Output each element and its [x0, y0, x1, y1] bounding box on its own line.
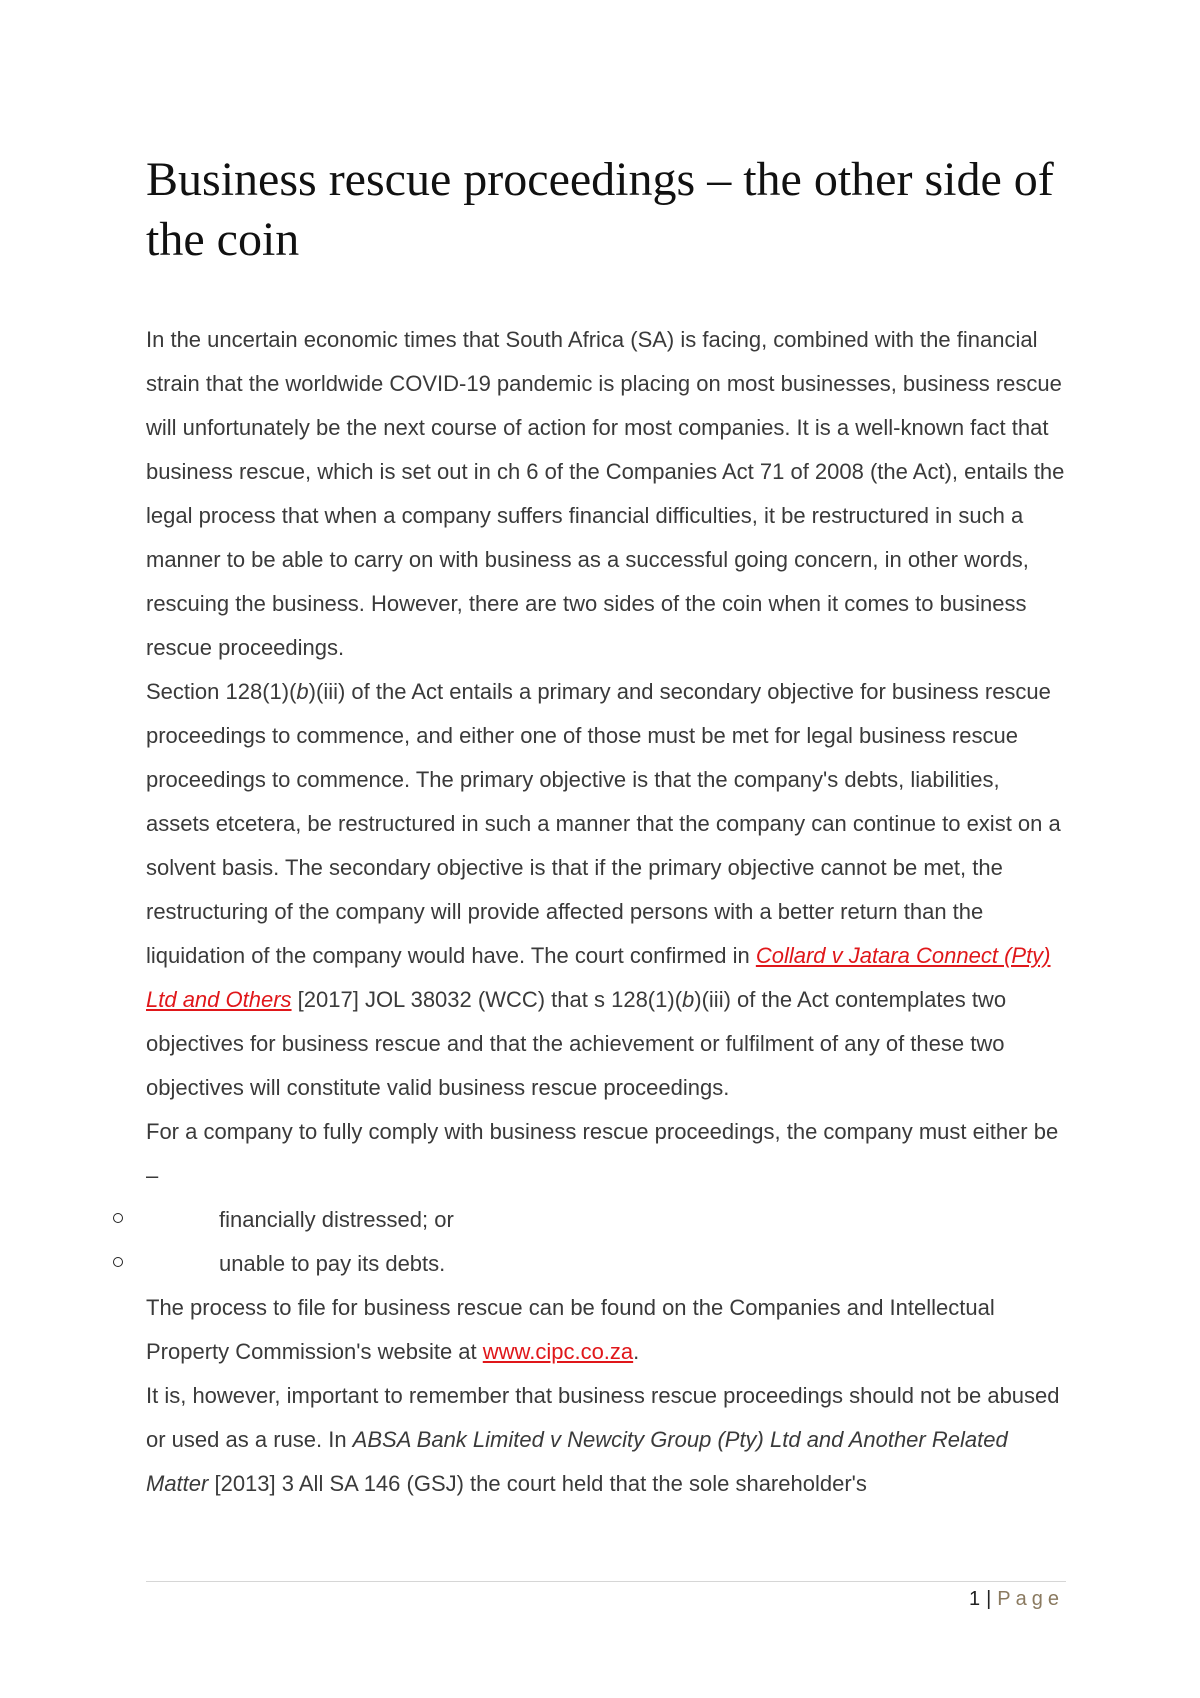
text-run: )(iii) of the Act entails a primary and secondary objective for business rescue proceedings to commence, and either one of those must be met for legal business rescue proceedings to commence. The primary objective is that the company's debts, liabilities, assets etcetera, be restructured in such a manner that the company can continue to exist on a solvent basis. The secondary objective is that if the primary objective cannot be met, the restructuring of the company will provide affected persons with a better return than the liquidation of the company would have. The court confirmed in: [146, 679, 1061, 968]
cipc-website-link[interactable]: www.cipc.co.za: [482, 1339, 634, 1364]
text-run: Section 128(1)(: [146, 679, 297, 704]
page-number: 1: [968, 1588, 981, 1610]
paragraph-abuse: [146, 1374, 1066, 1506]
text-run: The process to file for business rescue can be found on the Companies and Intellectual Property Commission's website at: [146, 1295, 995, 1364]
footer-separator: |: [986, 1588, 992, 1610]
text-run: It is, however, important to remember that business rescue proceedings should not be abused or used as a ruse. In: [146, 1383, 1060, 1452]
italic-run: b: [682, 987, 695, 1012]
text-run: [2013] 3 All SA 146 (GSJ) the court held that the sole shareholder's: [208, 1471, 867, 1496]
footer-divider: [146, 1581, 1066, 1582]
circle-bullet-icon: [113, 1213, 123, 1223]
circle-bullet-icon: [113, 1257, 123, 1267]
article-body: [146, 318, 1066, 1506]
list-item: [146, 1242, 1066, 1286]
criteria-list: [146, 1198, 1066, 1286]
text-run: .: [633, 1339, 640, 1364]
list-item-text: unable to pay its debts.: [219, 1251, 446, 1276]
italic-run: b: [296, 679, 309, 704]
paragraph-comply: For a company to fully comply with business rescue proceedings, the company must either be –: [146, 1119, 1059, 1188]
paragraph-section-128: [146, 670, 1066, 1110]
page-label: Page: [997, 1588, 1064, 1610]
page-footer: [146, 1588, 1064, 1611]
article-title: Business rescue proceedings – the other side of the coin: [146, 153, 1054, 266]
text-run: )(iii) of the Act contemplates two objectives for business rescue and that the achievement or fulfilment of any of these two objectives will constitute valid business rescue proceedings.: [146, 987, 1007, 1100]
list-item-text: financially distressed; or: [219, 1207, 454, 1232]
case-citation-absa: ABSA Bank Limited v Newcity Group (Pty) Ltd and Another Related Matter: [146, 1427, 1008, 1496]
case-link-collard[interactable]: Collard v Jatara Connect (Pty) Ltd and Others: [146, 943, 1051, 1012]
paragraph-intro: In the uncertain economic times that South Africa (SA) is facing, combined with the financial strain that the worldwide COVID-19 pandemic is placing on most businesses, business rescue will unfortunately be the next course of action for most companies. It is a well-known fact that business rescue, which is set out in ch 6 of the Companies Act 71 of 2008 (the Act), entails the legal process that when a company suffers financial difficulties, it be restructured in such a manner to be able to carry on with business as a successful going concern, in other words, rescuing the business. However, there are two sides of the coin when it comes to business rescue proceedings.: [146, 327, 1065, 660]
paragraph-cipc: [146, 1286, 1066, 1374]
text-run: [2017] JOL 38032 (WCC) that s 128(1)(: [291, 987, 683, 1012]
list-item: [146, 1198, 1066, 1242]
